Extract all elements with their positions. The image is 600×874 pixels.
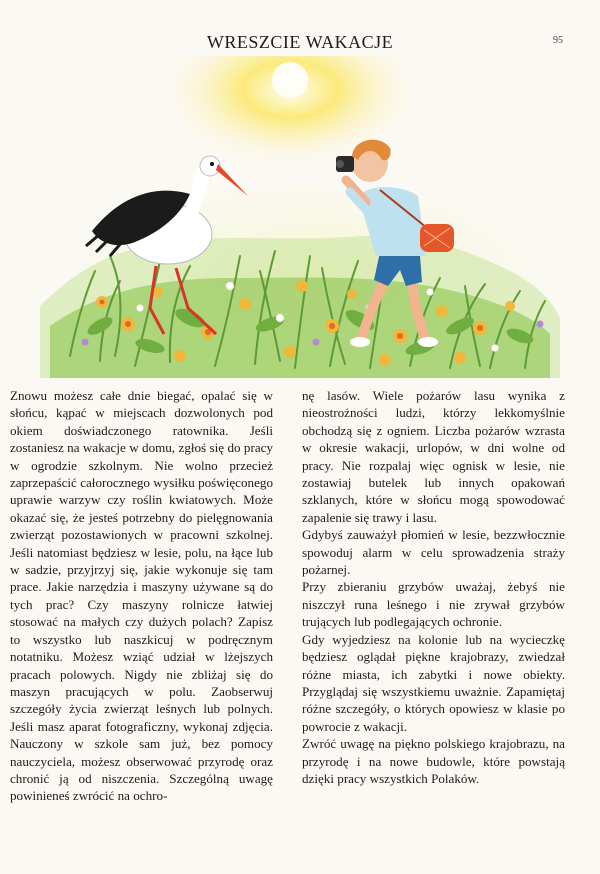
paragraph: Przy zbieraniu grzybów uważaj, żebyś nie niszczył runa leśnego i nie zrywał grzybów trujących lub podlegających ochronie. (302, 579, 565, 630)
paragraph: Zwróć uwagę na piękno polskiego krajobrazu, na przyrodę i na nowe budowle, które powstają dzięki pracy wszystkich Polaków. (302, 736, 565, 786)
paragraph: Gdybyś zauważył płomień w lesie, bezzwłocznie spowoduj alarm w celu sprowadzenia straży pożarnej. (302, 527, 565, 578)
page-number: 95 (553, 35, 563, 46)
page-title: WRESZCIE WAKACJE (206, 32, 394, 52)
text-column-right (302, 387, 565, 787)
text-column-left (10, 387, 273, 805)
paragraph: Gdy wyjedziesz na kolonie lub na wycieczkę będziesz oglądał piękne krajobrazy, zwiedzał różne miasta, ich zabytki i nowe obiekty. Przyglądaj się wszystkiemu uważnie. Zapamiętaj różne szczegóły, o których opowiesz w klasie po powrocie z wakacji. (302, 631, 565, 734)
paragraph: Znowu możesz całe dnie biegać, opalać się w słońcu, kąpać w miejscach dozwolonych pod okiem doświadczonego ratownika. Jeśli zostaniesz na wakacje w domu, zgłoś się do pracy w ogrodzie szkolnym. Nie wolno przecież zaprzepaścić całorocznego wysiłku poświęconego uprawie warzyw czy roślin kwiatowych. Może okazać się, że jesteś potrzebny do pielęgnowania zwierząt pozostawionych w pracowni szkolnej. Jeśli natomiast będziesz w lesie, polu, na łące lub w sadzie, przyjrzyj się, jakie wykonuje się tam prace. Jakie narzędzia i maszyny używane są do tych prac? Czy maszyny rolnicze łatwiej stosować na małych czy dużych polach? Zapisz to wszystko lub naszkicuj w podręcznym notatniku. Możesz wziąć udział w lżejszych pracach polowych. Nigdy nie zbliżaj się do maszyn pracujących w polu. Zaobserwuj szczegóły życia zwierząt leśnych lub polnych. Jeśli masz aparat fotograficzny, wykonaj zdjęcia. Nauczony w szkole sam już, bez pomocy nauczyciela, możesz obserwować przyrodę oraz chronić ją od niszczenia. Szczególną uwagę powinieneś zwrócić na ochro- (10, 388, 273, 804)
stork-and-boy-illustration (40, 56, 560, 378)
paragraph: nę lasów. Wiele pożarów lasu wynika z nieostrożności ludzi, którzy lekkomyślnie obchodzą się z ogniem. Liczba pożarów wzrasta w okresie wakacji, urlopów, w dni wolne od pracy. Nie rozpalaj więc ognisk w lesie, nie zostawiaj butelek lub innych opakowań szklanych, które w słońcu mogą spowodować zapalenie się trawy i lasu. (302, 388, 565, 525)
